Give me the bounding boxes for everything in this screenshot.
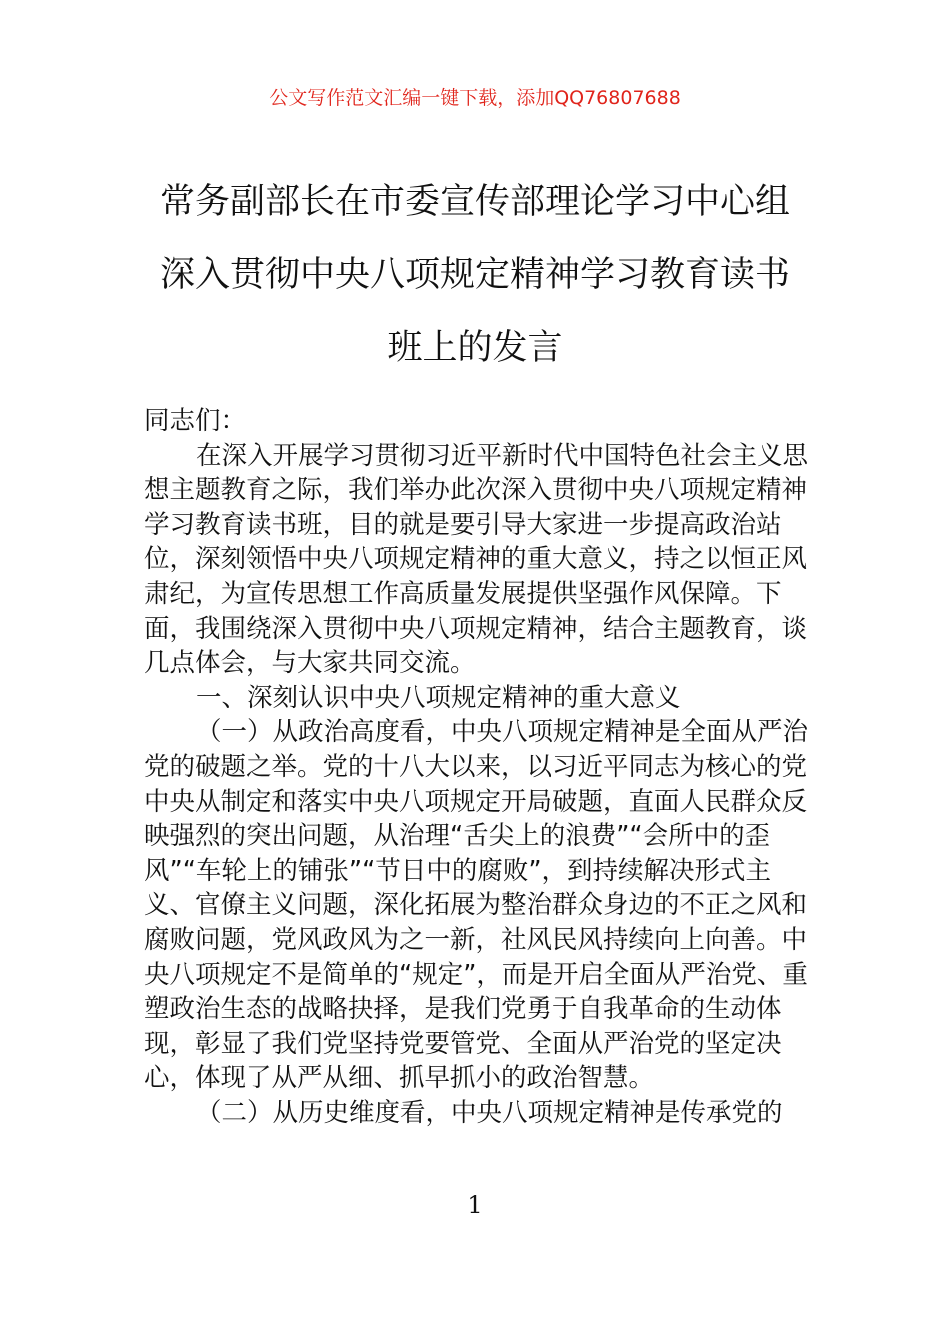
subsection-1-paragraph: （一）从政治高度看，中央八项规定精神是全面从严治党的破题之举。党的十八大以来，以习近平同志为核心的党中央从制定和落实中央八项规定开局破题，直面人民群众反映强烈的突出问题，从治理“舌尖上的浪费”“会所中的歪风”“车轮上的铺张”“节日中的腐败”，到持续解决形式主义、官僚主义问题，深化拓展为整治群众身边的不正之风和腐败问题，党风政风为之一新，社风民风持续向上向善。中央八项规定不是简单的“规定”，而是开启全面从严治党、重塑政治生态的战略抉择，是我们党勇于自我革命的生动体现，彰显了我们党坚持党要管党、全面从严治党的坚定决心，体现了从严从细、抓早抓小的政治智慧。	[144, 717, 809, 1094]
speech-body	[144, 404, 808, 1130]
subsection-2-paragraph: （二）从历史维度看，中央八项规定精神是传承党的	[196, 1097, 783, 1128]
salutation: 同志们：	[144, 406, 247, 436]
intro-paragraph: 在深入开展学习贯彻习近平新时代中国特色社会主义思想主题教育之际，我们举办此次深入贯彻中央八项规定精神学习教育读书班，目的就是要引导大家进一步提高政治站位，深刻领悟中央八项规定精神的重大意义，持之以恒正风肃纪，为宣传思想工作高质量发展提供坚强作风保障。下面，我围绕深入贯彻中央八项规定精神，结合主题教育，谈几点体会，与大家共同交流。	[144, 440, 809, 679]
title-line-2: 深入贯彻中央八项规定精神学习教育读书	[159, 255, 790, 295]
document-title	[120, 166, 830, 385]
title-line-3: 班上的发言	[387, 328, 563, 368]
title-line-1: 常务副部长在市委宣传部理论学习中心组	[159, 182, 790, 222]
download-notice: 公文写作范文汇编一键下载，添加QQ76807688	[269, 87, 681, 109]
page-number: 1	[467, 1191, 483, 1219]
section-heading-1: 一、深刻认识中央八项规定精神的重大意义	[196, 682, 681, 713]
